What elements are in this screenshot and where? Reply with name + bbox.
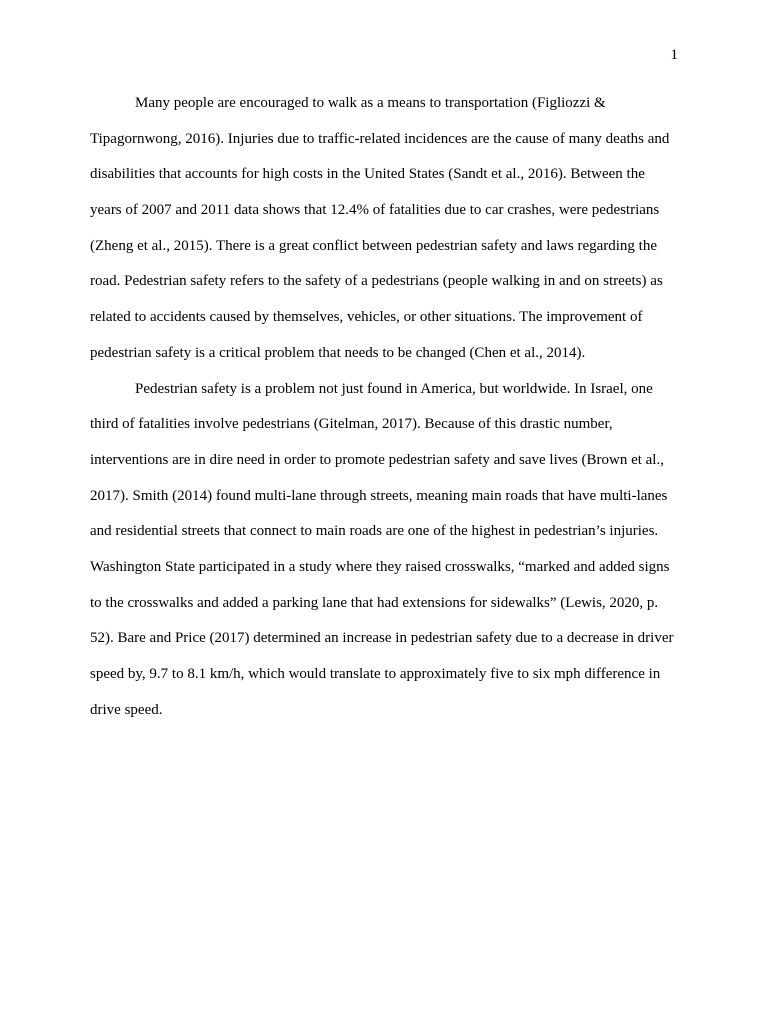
text-line: third of fatalities involve pedestrians (Gitelman, 2017). Because of this drastic number,: [90, 416, 613, 433]
text-line: Pedestrian safety is a problem not just found in America, but worldwide. In Israel, one: [135, 380, 653, 397]
text-line: disabilities that accounts for high costs in the United States (Sandt et al., 2016). Between the: [90, 166, 645, 183]
paragraph-2: [90, 377, 678, 734]
text-line: Tipagornwong, 2016). Injuries due to traffic-related incidences are the cause of many deaths and: [90, 130, 670, 147]
paragraph-1: [90, 91, 678, 377]
page-number: 1: [670, 47, 678, 63]
text-line: years of 2007 and 2011 data shows that 12.4% of fatalities due to car crashes, were pedestrians: [90, 202, 660, 219]
text-line: (Zheng et al., 2015). There is a great conflict between pedestrian safety and laws regarding the: [90, 237, 657, 254]
text-line: 52). Bare and Price (2017) determined an increase in pedestrian safety due to a decrease in driver: [90, 630, 674, 647]
text-line: related to accidents caused by themselves, vehicles, or other situations. The improvement of: [90, 309, 643, 326]
text-line: Washington State participated in a study where they raised crosswalks, “marked and added signs: [90, 558, 670, 575]
text-line: speed by, 9.7 to 8.1 km/h, which would translate to approximately five to six mph difference in: [90, 666, 661, 682]
document-body: [90, 91, 678, 733]
text-line: 2017). Smith (2014) found multi-lane through streets, meaning main roads that have multi-lanes: [90, 487, 668, 504]
text-line: road. Pedestrian safety refers to the safety of a pedestrians (people walking in and on streets) as: [90, 273, 663, 290]
text-line: to the crosswalks and added a parking lane that had extensions for sidewalks” (Lewis, 2020, p.: [90, 594, 659, 611]
text-line: Many people are encouraged to walk as a means to transportation (Figliozzi &: [135, 95, 606, 111]
text-line: drive speed.: [90, 701, 163, 718]
text-line: and residential streets that connect to main roads are one of the highest in pedestrian’s injuries.: [90, 523, 659, 540]
text-line: interventions are in dire need in order to promote pedestrian safety and save lives (Brown et al.,: [90, 451, 664, 468]
text-line: pedestrian safety is a critical problem that needs to be changed (Chen et al., 2014).: [90, 344, 586, 361]
